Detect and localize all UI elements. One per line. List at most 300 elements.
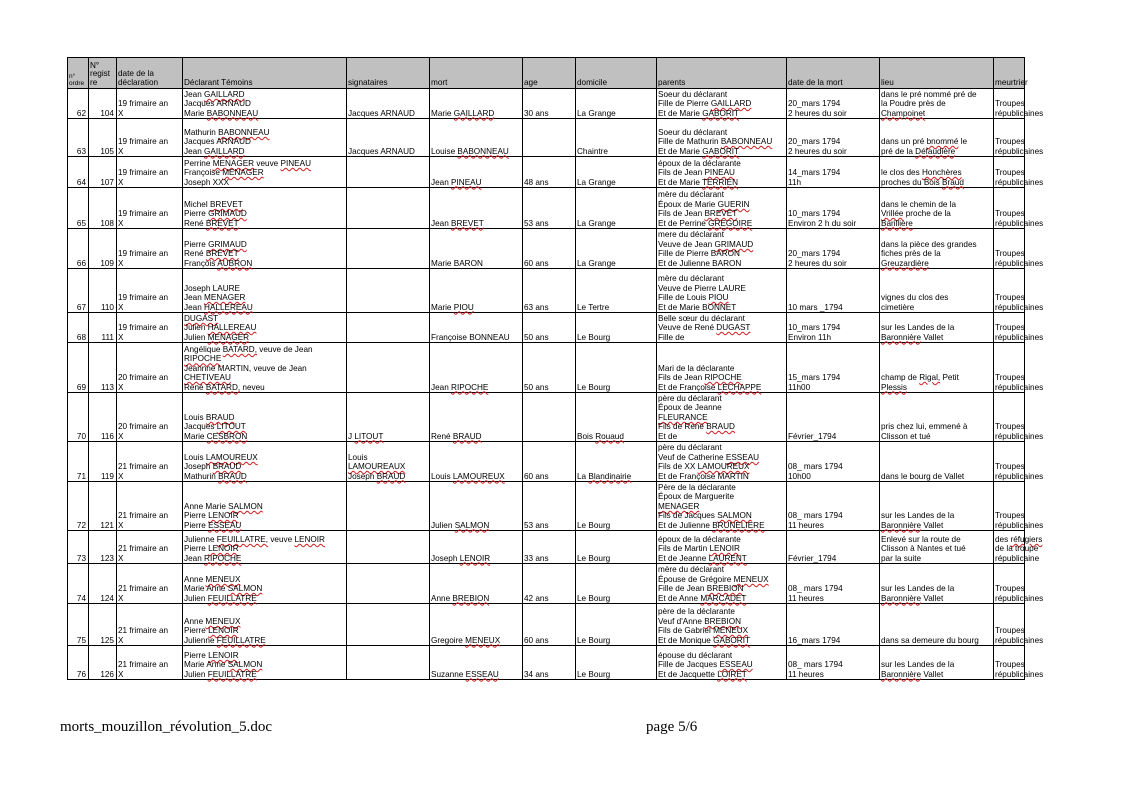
cell-line: Et de Marie TERRIEN (658, 177, 738, 187)
cell-meurtrier (994, 482, 1044, 531)
cell-date-declaration (117, 646, 183, 680)
cell-line: 21 frimaire an (118, 511, 169, 521)
cell-parents (657, 188, 787, 229)
cell-parents (657, 343, 787, 393)
cell-text: 53 ans (524, 218, 549, 228)
cell-text: Louise BABONNEAU (431, 146, 509, 156)
cell-text: 76 (76, 669, 86, 679)
cell-line: 19 frimaire an (118, 293, 169, 303)
cell-signataires (347, 604, 430, 646)
cell-mort (430, 393, 523, 442)
table-row (68, 89, 1025, 119)
cell-registre (89, 229, 117, 269)
cell-line: 20 frimaire an (118, 373, 169, 383)
cell-line: Jacques LITOUT (184, 422, 246, 432)
cell-line: épouse du déclarant (658, 650, 733, 660)
cell-line: républicaines (995, 431, 1044, 441)
cell-line: sur les Landes de la (881, 511, 955, 521)
cell-text: 33 ans (524, 553, 549, 563)
cell-line: 10_mars 1794 (788, 209, 841, 219)
cell-line: 10 mars _1794 (788, 302, 843, 312)
header-parents: parents (657, 58, 787, 89)
cell-line: républicaine (995, 553, 1040, 563)
cell-meurtrier (994, 188, 1044, 229)
cell-registre (89, 442, 117, 482)
cell-line: la Poudre près de (881, 99, 946, 109)
cell-lieu (880, 531, 994, 564)
cell-line: Veuve de Pierre LAURE (658, 283, 746, 293)
cell-age (523, 188, 576, 229)
cell-line: X (118, 471, 124, 481)
cell-registre (89, 604, 117, 646)
table-header-row (68, 58, 1025, 89)
cell-line: Champoinet (881, 108, 926, 118)
cell-line: Françoise MENAGER (184, 168, 264, 178)
cell-line: Julien FEUILLATRE (184, 669, 257, 679)
table-body (68, 89, 1044, 680)
cell-domicile (576, 393, 657, 442)
cell-line: des réfugiers (995, 534, 1043, 544)
cell-line: 21 frimaire an (118, 462, 169, 472)
cell-line: François AUBRON (184, 258, 253, 268)
cell-age (523, 119, 576, 157)
cell-line: Greuzardière (881, 258, 929, 268)
cell-line: Anne MENEUX (184, 616, 241, 626)
cell-line: Enlevé sur la route de (881, 534, 961, 544)
cell-line: Jean HALLEREAU (184, 302, 253, 312)
cell-line: Troupes (995, 293, 1025, 303)
cell-registre (89, 564, 117, 604)
cell-line: Anne MENEUX (184, 574, 241, 584)
cell-text: Le Bourg (577, 332, 611, 342)
cell-date-mort (787, 564, 880, 604)
cell-line: Et de Jacquette LOIRET (658, 669, 747, 679)
cell-text: 66 (76, 258, 86, 268)
cell-lieu (880, 313, 994, 343)
cell-line: Pierre LENOIR (184, 650, 239, 660)
cell-text: 75 (76, 635, 86, 645)
cell-line: Et de Julienne BRUNELIERE (658, 520, 765, 530)
cell-lieu (880, 393, 994, 442)
cell-line: Et de Marie GABORIT (658, 108, 740, 118)
cell-line: Fille de (658, 332, 685, 342)
cell-line: sur les Landes de la (881, 584, 955, 594)
cell-text: 104 (100, 108, 114, 118)
cell-ordre (68, 229, 89, 269)
cell-text: 105 (100, 146, 114, 156)
cell-line: Mathurin BRAUD (184, 471, 247, 481)
cell-parents (657, 229, 787, 269)
cell-text: 108 (100, 218, 114, 228)
cell-line: Troupes (995, 422, 1025, 432)
footer-filename: morts_mouzillon_révolution_5.doc (60, 719, 273, 735)
cell-mort (430, 343, 523, 393)
cell-line: Anne Marie SALMON (184, 501, 263, 511)
cell-line: Louis (348, 452, 368, 462)
header-lieu: lieu (880, 58, 994, 89)
cell-line: Jean MENAGER (184, 293, 246, 303)
cell-domicile (576, 442, 657, 482)
header-ordre: n° ordre (68, 58, 89, 89)
cell-meurtrier (994, 531, 1043, 564)
cell-signataires (347, 393, 430, 442)
cell-date-declaration (117, 269, 183, 313)
cell-date-declaration (117, 89, 183, 119)
cell-domicile (576, 313, 657, 343)
cell-text: 69 (76, 382, 86, 392)
cell-line: Joseph LAURE (184, 283, 240, 293)
cell-line: Jacques ARNAUD (348, 108, 415, 118)
cell-lieu (880, 89, 994, 119)
cell-date-mort (787, 393, 880, 442)
cell-line: Julienne FEUILLATRE (184, 635, 266, 645)
cell-ordre (68, 188, 89, 229)
cell-registre (89, 188, 117, 229)
table-row (68, 229, 1025, 269)
cell-age (523, 157, 576, 188)
cell-text: 63 (76, 146, 86, 156)
cell-ordre (68, 343, 89, 393)
cell-line: X (118, 146, 124, 156)
cell-line: Clisson à Nantes et tué (881, 544, 966, 554)
cell-age (523, 646, 576, 680)
cell-text: 67 (76, 302, 86, 312)
cell-line: Jeannne MARTIN, veuve de Jean (184, 363, 307, 373)
cell-declarant (183, 157, 347, 188)
cell-line: Pierre LENOIR (184, 626, 239, 636)
cell-text: 72 (76, 520, 86, 530)
cell-mort (430, 157, 523, 188)
cell-signataires (347, 269, 430, 313)
footer-page-number: page 5/6 (646, 719, 698, 735)
cell-line: 10h00 (788, 471, 811, 481)
cell-line: René BREVET (184, 218, 239, 228)
table-row (68, 188, 1025, 229)
table-row (68, 646, 1025, 680)
cell-date-declaration (117, 393, 183, 442)
cell-line: 11 heures (788, 520, 824, 530)
cell-line: Jacques ARNAUD (184, 99, 251, 109)
cell-line: Fille de Jean BREBION (658, 584, 744, 594)
cell-text: Anne BREBION (431, 593, 490, 603)
cell-text: 50 ans (524, 332, 549, 342)
cell-line: Julienne FEUILLATRE, veuve LENOIR (184, 534, 325, 544)
cell-line: Marie BABONNEAU (184, 108, 259, 118)
cell-age (523, 269, 576, 313)
cell-mort (430, 564, 523, 604)
cell-signataires (347, 442, 430, 482)
cell-registre (89, 89, 117, 119)
cell-text: 62 (76, 108, 86, 118)
cell-line: Troupes (995, 323, 1025, 333)
cell-line: père du déclarant (658, 443, 722, 453)
cell-line: Et de Marie BONNET (658, 302, 737, 312)
cell-signataires (347, 343, 430, 393)
cell-line: Marie Anne SALMON (184, 584, 263, 594)
cell-mort (430, 229, 523, 269)
cell-line: mère du déclarant (658, 565, 724, 575)
cell-line: Père de la déclarante (658, 482, 736, 492)
cell-declarant (183, 393, 347, 442)
table-row (68, 313, 1025, 343)
cell-age (523, 482, 576, 531)
cell-line: 20_mars 1794 (788, 137, 841, 147)
cell-date-declaration (117, 188, 183, 229)
cell-text: 119 (100, 471, 114, 481)
cell-age (523, 229, 576, 269)
cell-ordre (68, 157, 89, 188)
cell-text: 30 ans (524, 108, 549, 118)
cell-line: Jean GAILLARD (184, 146, 245, 156)
cell-line: 21 frimaire an (118, 584, 169, 594)
cell-text: Marie BARON (431, 258, 483, 268)
cell-date-mort (787, 442, 880, 482)
cell-line: républicaines (995, 108, 1044, 118)
cell-declarant (183, 646, 347, 680)
cell-date-mort (787, 89, 880, 119)
cell-text: La Grange (577, 177, 616, 187)
cell-date-mort (787, 531, 880, 564)
cell-line: 19 frimaire an (118, 99, 169, 109)
cell-line: Soeur du déclarant (658, 127, 728, 137)
cell-registre (89, 531, 117, 564)
cell-line: 20_mars 1794 (788, 99, 841, 109)
cell-line: mère du déclarant (658, 190, 724, 200)
cell-mort (430, 531, 523, 564)
cell-line: Époux de Jeanne (658, 403, 722, 413)
cell-declarant (183, 89, 347, 119)
cell-line: Troupes (995, 209, 1025, 219)
cell-text: Jean RIPOCHE (431, 382, 489, 392)
cell-ordre (68, 313, 89, 343)
cell-text: Jean BREVET (431, 218, 484, 228)
cell-parents (657, 119, 787, 157)
cell-line: Baronnière Vallet (881, 593, 944, 603)
cell-line: Marie CESBRON (184, 431, 248, 441)
cell-registre (89, 343, 117, 393)
cell-meurtrier (994, 442, 1044, 482)
cell-text: Julien SALMON (431, 520, 490, 530)
cell-line: Troupes (995, 660, 1025, 670)
cell-mort (430, 89, 523, 119)
cell-parents (657, 482, 787, 531)
cell-text: 65 (76, 218, 86, 228)
cell-line: Plessis (881, 382, 907, 392)
cell-line: Marie Anne SALMON (184, 660, 263, 670)
cell-line: X (118, 302, 124, 312)
cell-line: FLEURANCE (658, 412, 708, 422)
cell-line: époux de la déclarante (658, 158, 741, 168)
header-date-mort: date de la mort (787, 58, 880, 89)
cell-line: 20 frimaire an (118, 422, 169, 432)
cell-line: Fils de XX LAMOUREUX (658, 462, 750, 472)
cell-line: RIPOCHE (184, 354, 222, 364)
cell-date-mort (787, 119, 880, 157)
cell-text: Le Bourg (577, 520, 611, 530)
cell-line: Jean RIPOCHE (184, 553, 242, 563)
cell-mort (430, 269, 523, 313)
table-row (68, 393, 1025, 442)
cell-line: républicaines (995, 669, 1044, 679)
cell-lieu (880, 188, 994, 229)
cell-text: Le Bourg (577, 669, 611, 679)
cell-line: dans la pièce des grandes (881, 239, 977, 249)
cell-line: mere du déclarant (658, 230, 724, 240)
cell-text: 53 ans (524, 520, 549, 530)
cell-lieu (880, 604, 994, 646)
table-row (68, 531, 1025, 564)
cell-line: républicaines (995, 593, 1044, 603)
cell-line: 19 frimaire an (118, 249, 169, 259)
cell-line: 2 heures du soir (788, 108, 847, 118)
cell-line: 11h (788, 177, 802, 187)
cell-line: pré de la Défaudière (881, 146, 956, 156)
cell-line: 20_mars 1794 (788, 249, 841, 259)
cell-line: 11 heures (788, 669, 824, 679)
cell-text: 126 (100, 669, 114, 679)
cell-line: républicaines (995, 258, 1044, 268)
cell-line: X (118, 553, 124, 563)
cell-line: Fils de René BRAUD (658, 422, 735, 432)
cell-ordre (68, 442, 89, 482)
cell-text: La Grange (577, 108, 616, 118)
cell-text: Bois Rouaud (577, 431, 624, 441)
cell-date-declaration (117, 157, 183, 188)
cell-ordre (68, 393, 89, 442)
cell-line: Angélique BATARD, veuve de Jean (184, 344, 313, 354)
cell-line: pris chez lui, emmené à (881, 422, 968, 432)
cell-domicile (576, 564, 657, 604)
cell-registre (89, 157, 117, 188)
cell-date-declaration (117, 604, 183, 646)
cell-line: Époux de Marie GUERIN (658, 199, 750, 209)
cell-line: MENAGER (658, 501, 700, 511)
cell-line: républicaines (995, 302, 1044, 312)
cell-line: 19 frimaire an (118, 168, 169, 178)
table-row (68, 442, 1025, 482)
cell-line: Veuf de Catherine ESSEAU (658, 452, 760, 462)
cell-domicile (576, 157, 657, 188)
death-register-table (67, 57, 1044, 680)
cell-age (523, 604, 576, 646)
cell-domicile (576, 482, 657, 531)
cell-line: Et de Françoise LECHAPPE (658, 382, 762, 392)
cell-line: Fils de Jacques SALMON (658, 511, 752, 521)
cell-line: Julien MENAGER (184, 332, 250, 342)
table-row (68, 564, 1025, 604)
cell-line: Fils de Jean RIPOCHE (658, 373, 742, 383)
cell-line: Veuf d'Anne BREBION (658, 616, 742, 626)
cell-line: Troupes (995, 584, 1025, 594)
cell-line: Vrillée proche de la (881, 209, 951, 219)
cell-age (523, 89, 576, 119)
cell-date-declaration (117, 442, 183, 482)
cell-text: Gregoire MENEUX (431, 635, 501, 645)
cell-text: 63 ans (524, 302, 549, 312)
cell-age (523, 313, 576, 343)
cell-text: 70 (76, 431, 86, 441)
cell-line: LAMOUREAUX (348, 462, 406, 472)
cell-meurtrier (994, 313, 1044, 343)
cell-signataires (347, 188, 430, 229)
cell-line: Fils de Jean BREVET (658, 209, 738, 219)
cell-declarant (183, 313, 347, 343)
cell-parents (657, 531, 787, 564)
cell-text: 116 (100, 431, 114, 441)
cell-line: républicaines (995, 218, 1044, 228)
cell-meurtrier (994, 119, 1044, 157)
cell-line: Fille de Louis PIOU (658, 293, 729, 303)
cell-ordre (68, 89, 89, 119)
cell-declarant (183, 482, 347, 531)
table-row (68, 482, 1025, 531)
cell-signataires (347, 564, 430, 604)
cell-line: républicaines (995, 635, 1044, 645)
cell-text: Chaintre (577, 146, 608, 156)
cell-line: Troupes (995, 99, 1025, 109)
cell-ordre (68, 604, 89, 646)
cell-text: 60 ans (524, 635, 549, 645)
cell-date-mort (787, 269, 880, 313)
cell-age (523, 564, 576, 604)
cell-declarant (183, 531, 347, 564)
cell-line: Mari de la déclarante (658, 363, 735, 373)
cell-ordre (68, 269, 89, 313)
cell-text: Marie PIOU (431, 302, 474, 312)
cell-line: dans le chemin de la (881, 199, 957, 209)
cell-signataires (347, 531, 430, 564)
cell-line: X (118, 382, 124, 392)
cell-line: Et de Anne MARCADET (658, 593, 747, 603)
cell-declarant (183, 564, 347, 604)
cell-signataires (347, 119, 430, 157)
cell-line: républicaines (995, 382, 1044, 392)
cell-age (523, 442, 576, 482)
cell-date-declaration (117, 531, 183, 564)
cell-parents (657, 604, 787, 646)
cell-line: DUGAST (184, 313, 219, 323)
cell-line: le clos des Honchères (881, 168, 962, 178)
cell-line: Belle sœur du déclarant (658, 313, 745, 323)
cell-line: Baronnière Vallet (881, 520, 944, 530)
cell-line: Et de Julienne BARON (658, 258, 742, 268)
cell-lieu (880, 646, 994, 680)
cell-meurtrier (994, 343, 1044, 393)
cell-line: 19 frimaire an (118, 137, 169, 147)
cell-signataires (347, 313, 430, 343)
cell-line: Époux de Marguerite (658, 492, 735, 502)
cell-line: Environ 2 h du soir (788, 218, 857, 228)
cell-text: Jean PINEAU (431, 177, 482, 187)
cell-text: 74 (76, 593, 86, 603)
cell-meurtrier (994, 564, 1044, 604)
table-row (68, 269, 1025, 313)
cell-line: dans un pré bnommé le (881, 137, 968, 147)
cell-line: républicaines (995, 471, 1044, 481)
cell-line: Épouse de Grégoire MENEUX (658, 574, 769, 584)
cell-line: Jacques ARNAUD (348, 146, 415, 156)
cell-line: 14_mars 1794 (788, 168, 841, 178)
cell-date-declaration (117, 229, 183, 269)
cell-registre (89, 119, 117, 157)
cell-mort (430, 188, 523, 229)
cell-domicile (576, 269, 657, 313)
cell-declarant (183, 442, 347, 482)
cell-line: Pierre GRIMAUD (184, 209, 247, 219)
cell-line: Joseph XXX (184, 177, 230, 187)
header-signataires: signataires (347, 58, 430, 89)
cell-line: Fille de Pierre BARON (658, 249, 740, 259)
